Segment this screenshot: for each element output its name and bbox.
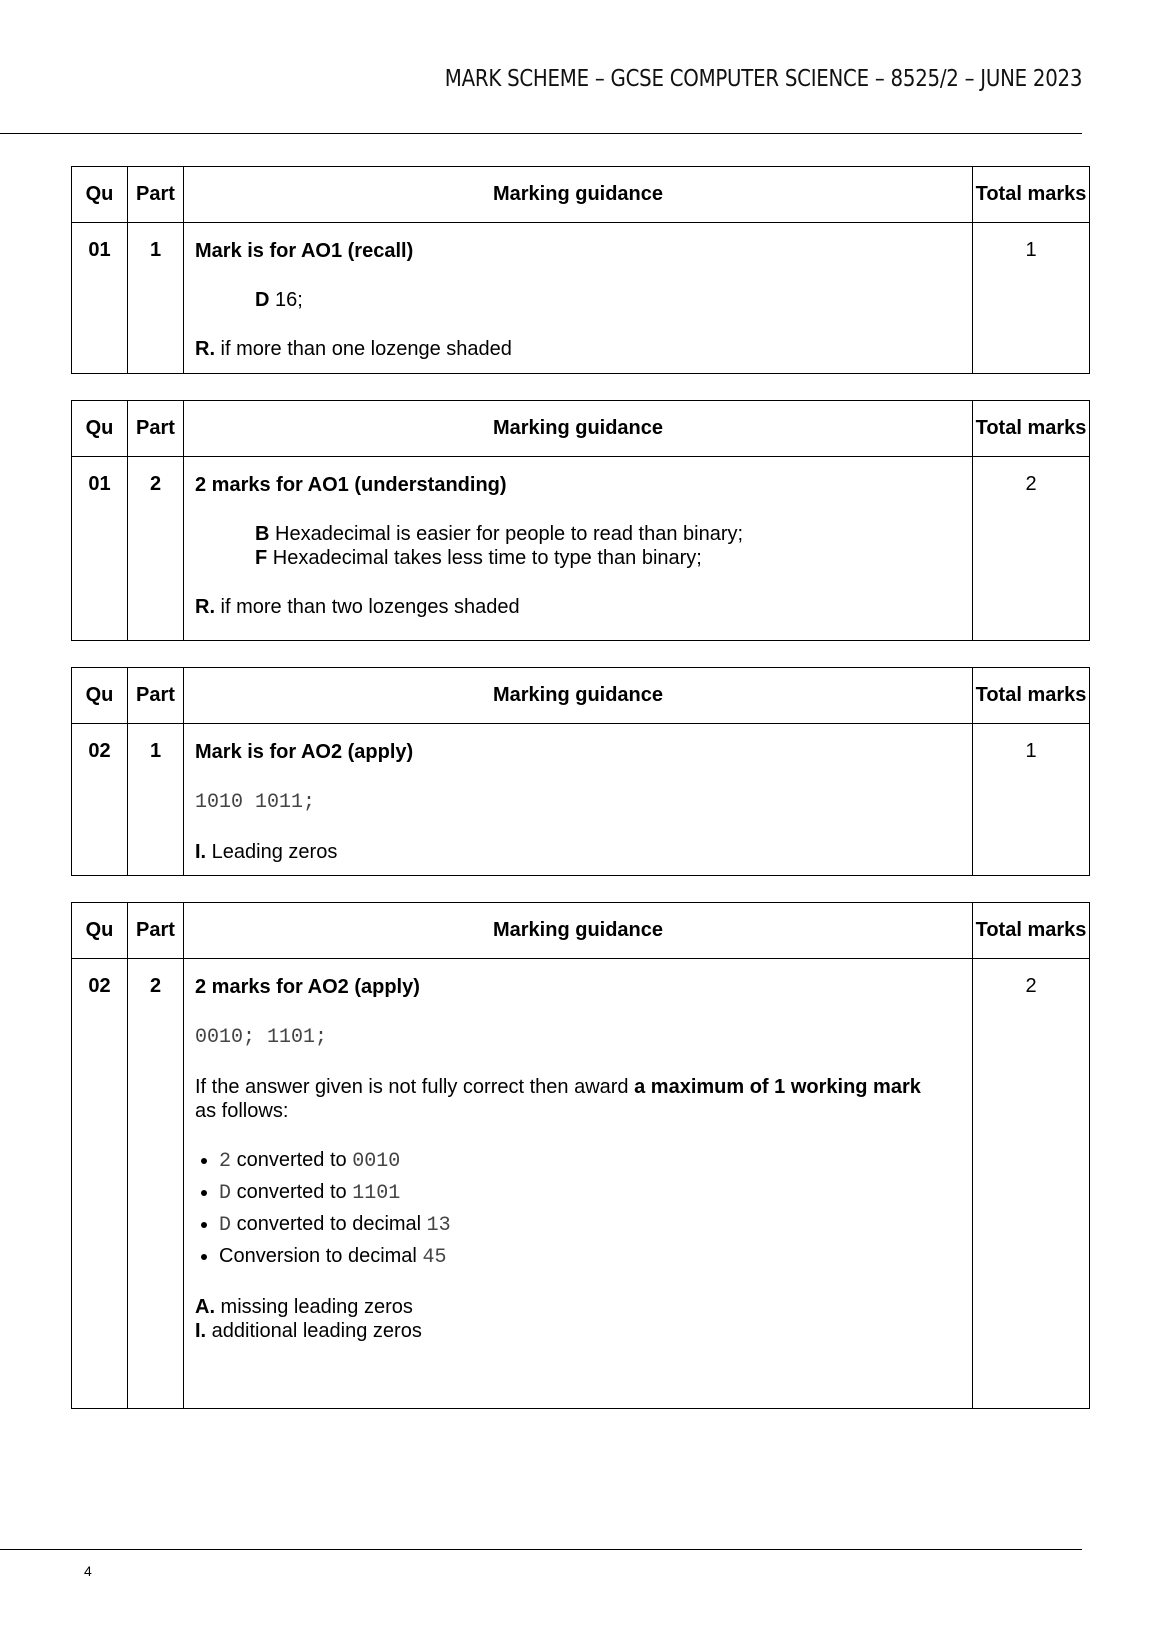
mark-table-01-2 [71,400,1090,641]
ignore-text: additional leading zeros [206,1320,422,1342]
item-text: converted to decimal [231,1213,427,1235]
guidance-cell [184,959,973,1409]
qu-number: 02 [72,724,128,876]
answer-letter: F [255,547,268,569]
part-number: 2 [128,457,184,641]
mark-table-02-1 [71,667,1090,876]
qu-number: 02 [72,959,128,1409]
col-qu: Qu [72,167,128,223]
col-total: Total marks [973,903,1090,959]
answer-code: 1010 1011; [195,791,316,814]
guidance-heading: Mark is for AO1 (recall) [195,240,414,262]
total-marks: 2 [973,457,1090,641]
col-part: Part [128,167,184,223]
list-item [219,1180,962,1206]
ignore-label: I. [195,841,207,863]
reject-text: if more than one lozenge shaded [215,338,512,360]
ignore-label: I. [195,1320,207,1342]
list-item [219,1244,962,1270]
reject-text: if more than two lozenges shaded [215,596,520,618]
total-marks: 2 [973,959,1090,1409]
list-item [219,1148,962,1174]
code-text: 1101 [352,1182,401,1205]
guidance-cell [184,223,973,374]
ignore-text: Leading zeros [206,841,338,863]
code-text: 45 [422,1246,447,1269]
intro-end: as follows: [195,1100,289,1122]
guidance-heading: 2 marks for AO2 (apply) [195,976,420,998]
code-text: D [219,1214,232,1237]
col-qu: Qu [72,903,128,959]
col-part: Part [128,668,184,724]
col-guidance: Marking guidance [184,903,973,959]
mark-table-02-2 [71,902,1090,1409]
accept-label: A. [195,1296,215,1318]
intro-bold: a maximum of 1 working mark [634,1076,921,1098]
page-header-title: MARK SCHEME – GCSE COMPUTER SCIENCE – 8525/2 – JUNE 2023 [444,66,1082,92]
page-number: 4 [84,1563,92,1579]
total-marks: 1 [973,724,1090,876]
item-text: converted to [231,1181,353,1203]
code-text: 13 [426,1214,451,1237]
col-guidance: Marking guidance [184,401,973,457]
col-guidance: Marking guidance [184,167,973,223]
answer-code: 0010; 1101; [195,1026,328,1049]
col-qu: Qu [72,668,128,724]
col-part: Part [128,401,184,457]
answer-letter: B [255,523,270,545]
part-number: 1 [128,724,184,876]
col-total: Total marks [973,401,1090,457]
answer-letter: D [255,289,270,311]
accept-text: missing leading zeros [215,1296,413,1318]
list-item [219,1212,962,1238]
part-number: 2 [128,959,184,1409]
part-number: 1 [128,223,184,374]
qu-number: 01 [72,457,128,641]
item-text: Conversion to decimal [219,1245,423,1267]
guidance-heading: Mark is for AO2 (apply) [195,741,414,763]
answer-text: Hexadecimal takes less time to type than binary; [267,547,702,569]
working-marks-list [195,1148,962,1270]
col-guidance: Marking guidance [184,668,973,724]
code-text: 0010 [352,1150,401,1173]
col-qu: Qu [72,401,128,457]
footer-rule [0,1549,1082,1550]
mark-table-01-1 [71,166,1090,374]
item-text: converted to [231,1149,353,1171]
header-rule [0,133,1082,134]
total-marks: 1 [973,223,1090,374]
intro-text: If the answer given is not fully correct then award [195,1076,635,1098]
reject-label: R. [195,338,215,360]
reject-label: R. [195,596,215,618]
code-text: D [219,1182,232,1205]
answer-text: Hexadecimal is easier for people to read than binary; [269,523,744,545]
col-part: Part [128,903,184,959]
qu-number: 01 [72,223,128,374]
guidance-cell [184,457,973,641]
col-total: Total marks [973,668,1090,724]
guidance-heading: 2 marks for AO1 (understanding) [195,474,507,496]
col-total: Total marks [973,167,1090,223]
answer-text: 16; [269,289,303,311]
guidance-cell [184,724,973,876]
code-text: 2 [219,1150,232,1173]
